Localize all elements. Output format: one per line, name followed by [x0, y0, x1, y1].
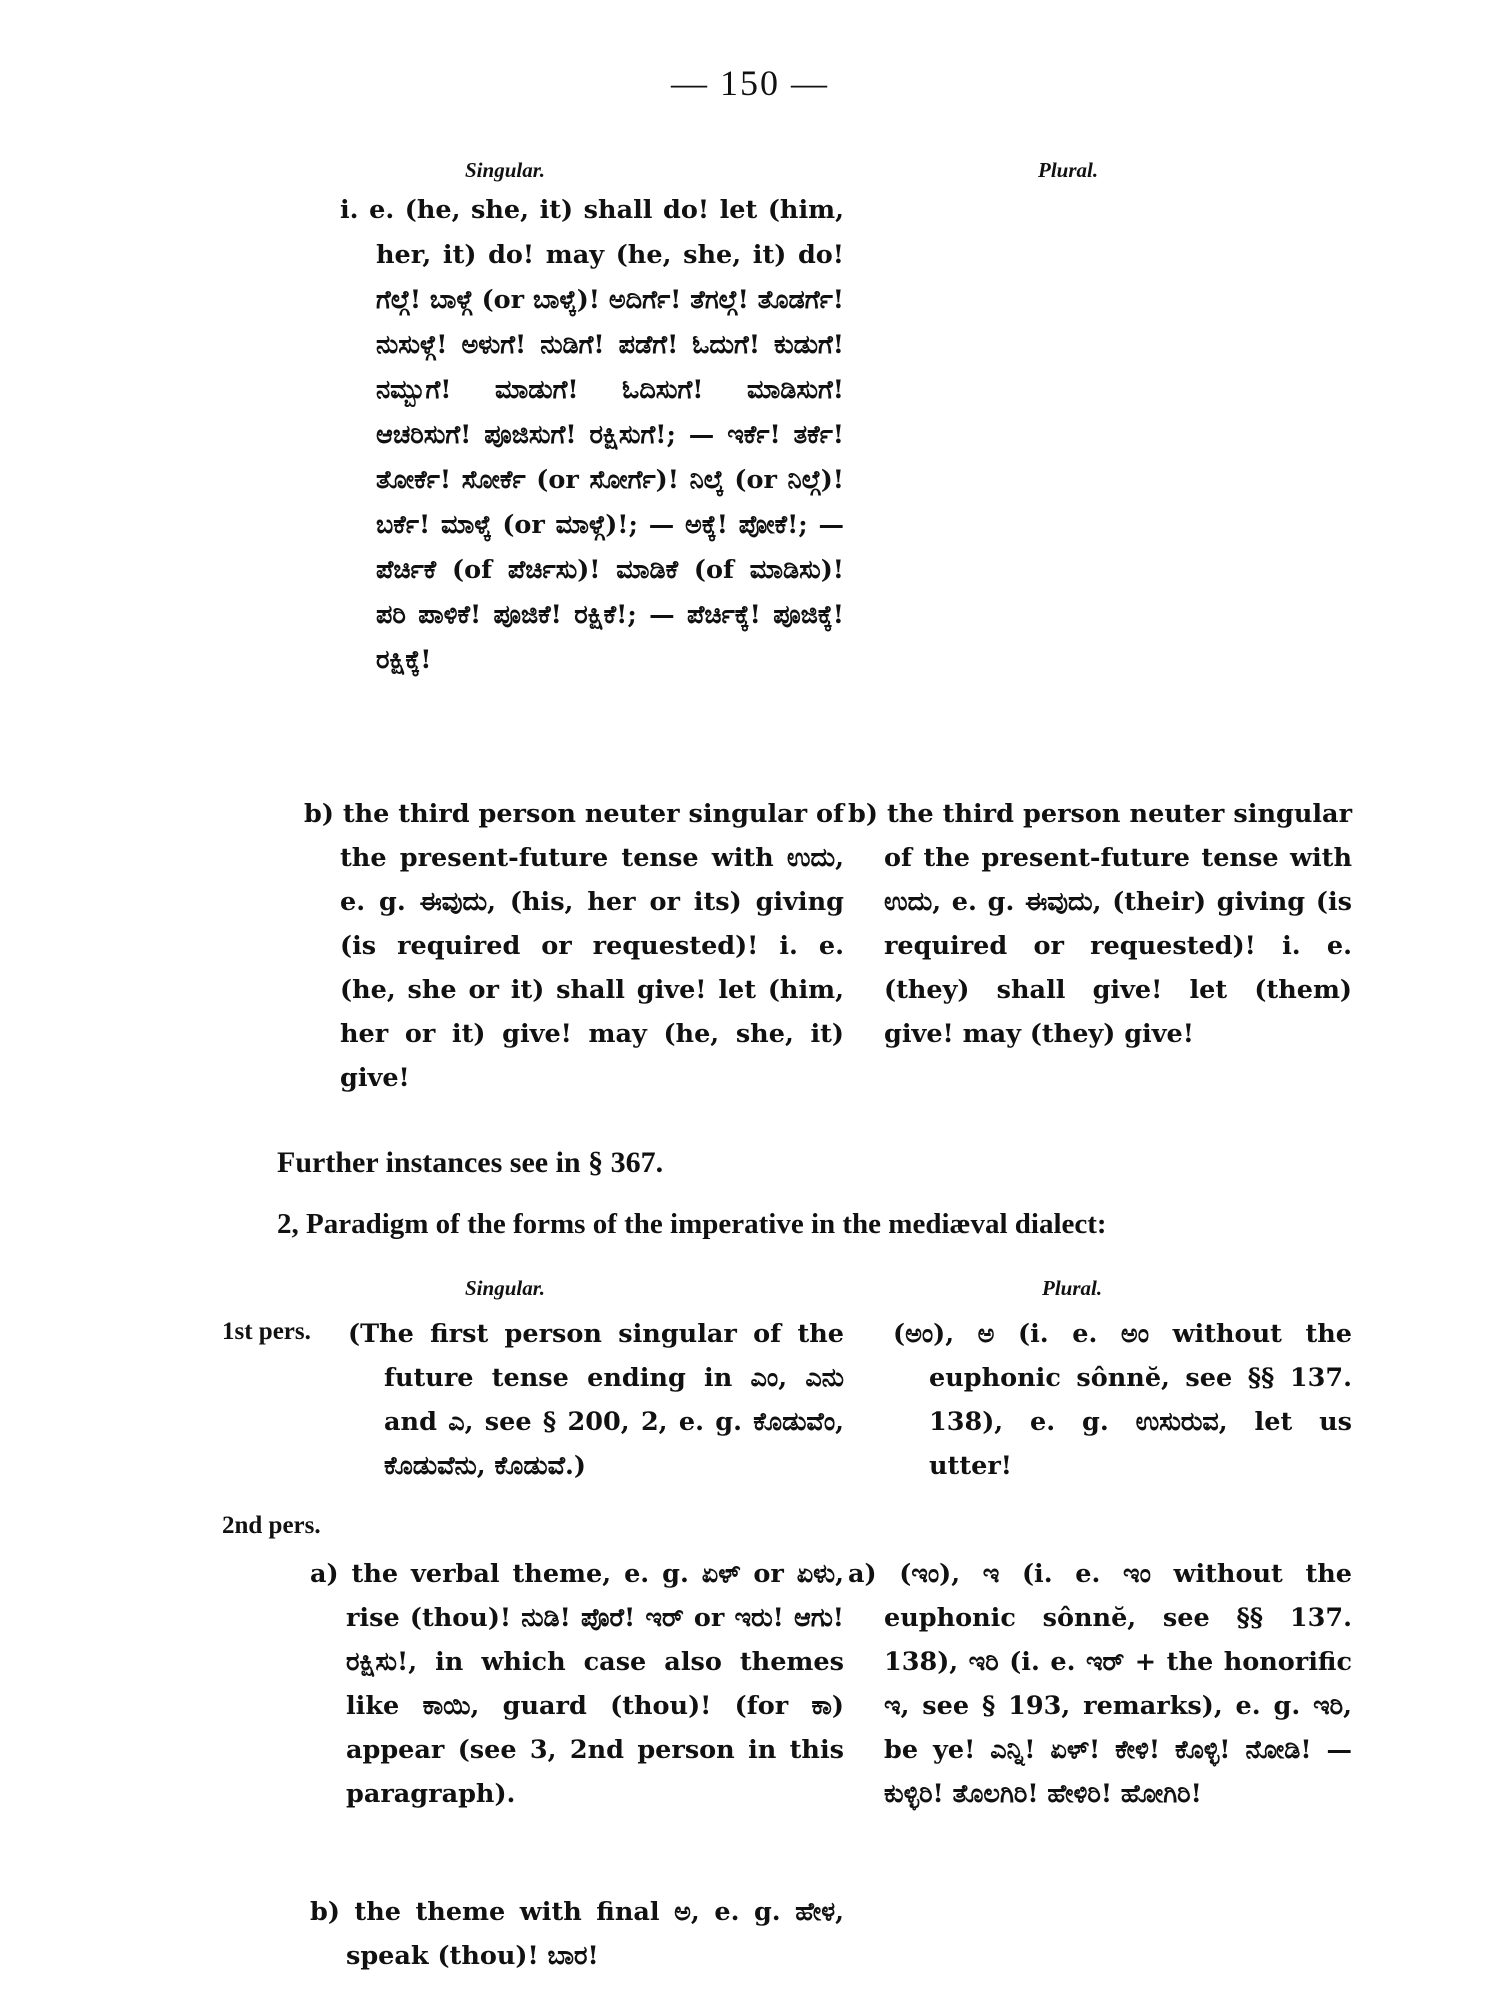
first-person-plural: (ಅಂ), ಅ (i. e. ಅಂ without the euphonic sônnĕ, see §§ 137. 138), e. g. ಉಸುರುವ, let us utter! — [893, 1319, 1352, 1481]
first-person-singular: (The first person singular of the future tense ending in ಎಂ, ಎನು and ಎ, see § 200, 2, e. g. ಕೊಡುವೆಂ, ಕೊಡುವೆನು, ಕೊಡುವೆ.) — [348, 1319, 844, 1481]
second-person-label: 2nd pers. — [222, 1512, 321, 1539]
plural-column-label: Plural. — [1038, 158, 1099, 182]
first-person-label: 1st pers. — [222, 1318, 311, 1345]
second-person-b-singular: b) the theme with final ಅ, e. g. ಹೇಳ, speak (thou)! ಬಾರ! — [310, 1897, 844, 1971]
b-singular-paragraph: b) the third person neuter singular of the present-future tense with ಉದು, e. g. ಈವುದು, (his, her or its) giving (is required or requested)! i. e. (he, she or it) shall give! let (him, her or it) give! may (he, she, it) give! — [304, 799, 844, 1093]
singular-column-label: Singular. — [465, 158, 545, 182]
singular-column-label-2: Singular. — [465, 1276, 545, 1300]
second-person-a-plural: a) (ಇಂ), ಇ (i. e. ಇಂ without the euphonic sônnĕ, see §§ 137. 138), ಇರಿ (i. e. ಇರ್ + the honorific ಇ, see § 193, remarks), e. g. ಇರಿ, be ye! ಎನ್ನಿ! ಏಳ್! ಕೇಳಿ! ಕೊಳ್ಳಿ! ನೋಡಿ! — ಕುಳ್ಳಿರಿ! ತೊಲಗಿರಿ! ಹೇಳಿರಿ! ಹೋಗಿರಿ! — [848, 1559, 1352, 1809]
b-plural-paragraph: b) the third person neuter singular of the present-future tense with ಉದು, e. g. ಈವುದು, (their) giving (is required or requested)! i. e. (they) shall give! let (them) give! may (they) give! — [848, 799, 1352, 1049]
plural-column-label-2: Plural. — [1042, 1276, 1103, 1300]
singular-imperative-examples: i. e. (he, she, it) shall do! let (him, her, it) do! may (he, she, it) do! ಗೆಲ್ಗೆ! ಬಾಳ್ಗೆ (or ಬಾಳ್ಕೆ)! ಅದಿರ್ಗೆ! ತೆಗಲ್ಗೆ! ತೊಡರ್ಗೆ! ನುಸುಳ್ಗೆ! ಅಳುಗೆ! ನುಡಿಗೆ! ಪಡೆಗೆ! ಓದುಗೆ! ಕುಡುಗೆ! ನಮ್ಬುಗೆ! ಮಾಡುಗೆ! ಓದಿಸುಗೆ! ಮಾಡಿಸುಗೆ! ಆಚರಿಸುಗೆ! ಪೂಜಿಸುಗೆ! ರಕ್ಷಿಸುಗೆ!; — ಇರ್ಕೆ! ತರ್ಕೆ! ತೋರ್ಕೆ! ಸೋರ್ಕೆ (or ಸೋರ್ಗೆ)! ನಿಲ್ಕೆ (or ನಿಲ್ಗೆ)! ಬರ್ಕೆ! ಮಾಳ್ಕೆ (or ಮಾಳ್ಗೆ)!; — ಅಕ್ಕೆ! ಪೋಕೆ!; — ಪೆರ್ಚಿಕೆ (of ಪೆರ್ಚಿಸು)! ಮಾಡಿಕೆ (of ಮಾಡಿಸು)! ಪರಿ ಪಾಳಿಕೆ! ಪೂಜಿಕೆ! ರಕ್ಷಿಕೆ!; — ಪೆರ್ಚಿಕ್ಕೆ! ಪೂಜಿಕ್ಕೆ! ರಕ್ಷಿಕ್ಕೆ! — [340, 195, 844, 675]
further-instances-note: Further instances see in § 367. — [277, 1146, 664, 1179]
second-person-a-singular: a) the verbal theme, e. g. ಏಳ್ or ಏಳು, rise (thou)! ನುಡಿ! ಪೊರೆ! ಇರ್ or ಇರು! ಆಗು! ರಕ್ಷಿಸು!, in which case also themes like ಕಾಯಿ, guard (thou)! (for ಕಾ) appear (see 3, 2nd person in this paragraph). — [310, 1559, 844, 1809]
section-2-heading: 2, Paradigm of the forms of the imperative in the mediæval dialect: — [277, 1208, 1107, 1240]
page-number: — 150 — — [671, 63, 829, 103]
